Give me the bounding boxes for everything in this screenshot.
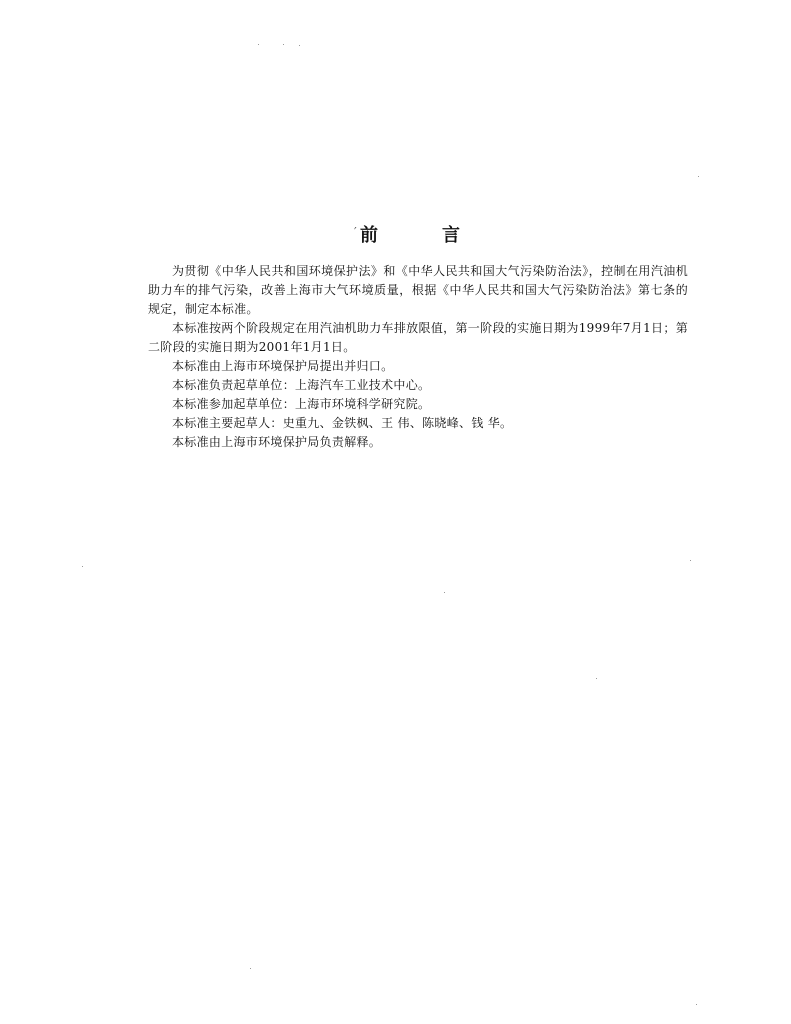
- scan-speck: [250, 968, 251, 969]
- margin-mark: ′: [354, 225, 357, 239]
- scan-speck: [696, 1004, 697, 1005]
- preface-paragraph: 本标准由上海市环境保护局负责解释。: [172, 435, 382, 449]
- scan-speck: [444, 592, 445, 593]
- scan-speck: [82, 566, 83, 567]
- preface-paragraph: 为贯彻《中华人民共和国环境保护法》和《中华人民共和国大气污染防治法》，控制在用汽油机助力车的排气污染，改善上海市大气环境质量，根据《中华人民共和国大气污染防治法》第七条的规定，制定本标准。: [148, 264, 688, 316]
- preface-paragraph: 本标准由上海市环境保护局提出并归口。: [172, 359, 394, 373]
- scan-speck: [299, 45, 300, 46]
- preface-paragraph: 本标准参加起草单位：上海市环境科学研究院。: [172, 397, 431, 411]
- scan-speck: [690, 560, 691, 561]
- scan-speck: [258, 44, 259, 45]
- preface-paragraph: 本标准按两个阶段规定在用汽油机助力车排放限值，第一阶段的实施日期为1999年7月1日；第二阶段的实施日期为2001年1月1日。: [148, 321, 688, 354]
- scan-speck: [596, 678, 597, 679]
- preface-paragraph: 本标准负责起草单位：上海汽车工业技术中心。: [172, 378, 431, 392]
- preface-paragraph: 本标准主要起草人：史重九、金铁枫、王 伟、陈晓峰、钱 华。: [172, 416, 513, 430]
- preface-heading-char-2: 言: [442, 225, 460, 246]
- scan-speck: [698, 176, 699, 177]
- preface-body: [148, 262, 688, 452]
- preface-heading-char-1: 前: [360, 225, 378, 246]
- preface-heading: [354, 220, 460, 248]
- scan-speck: [283, 44, 284, 45]
